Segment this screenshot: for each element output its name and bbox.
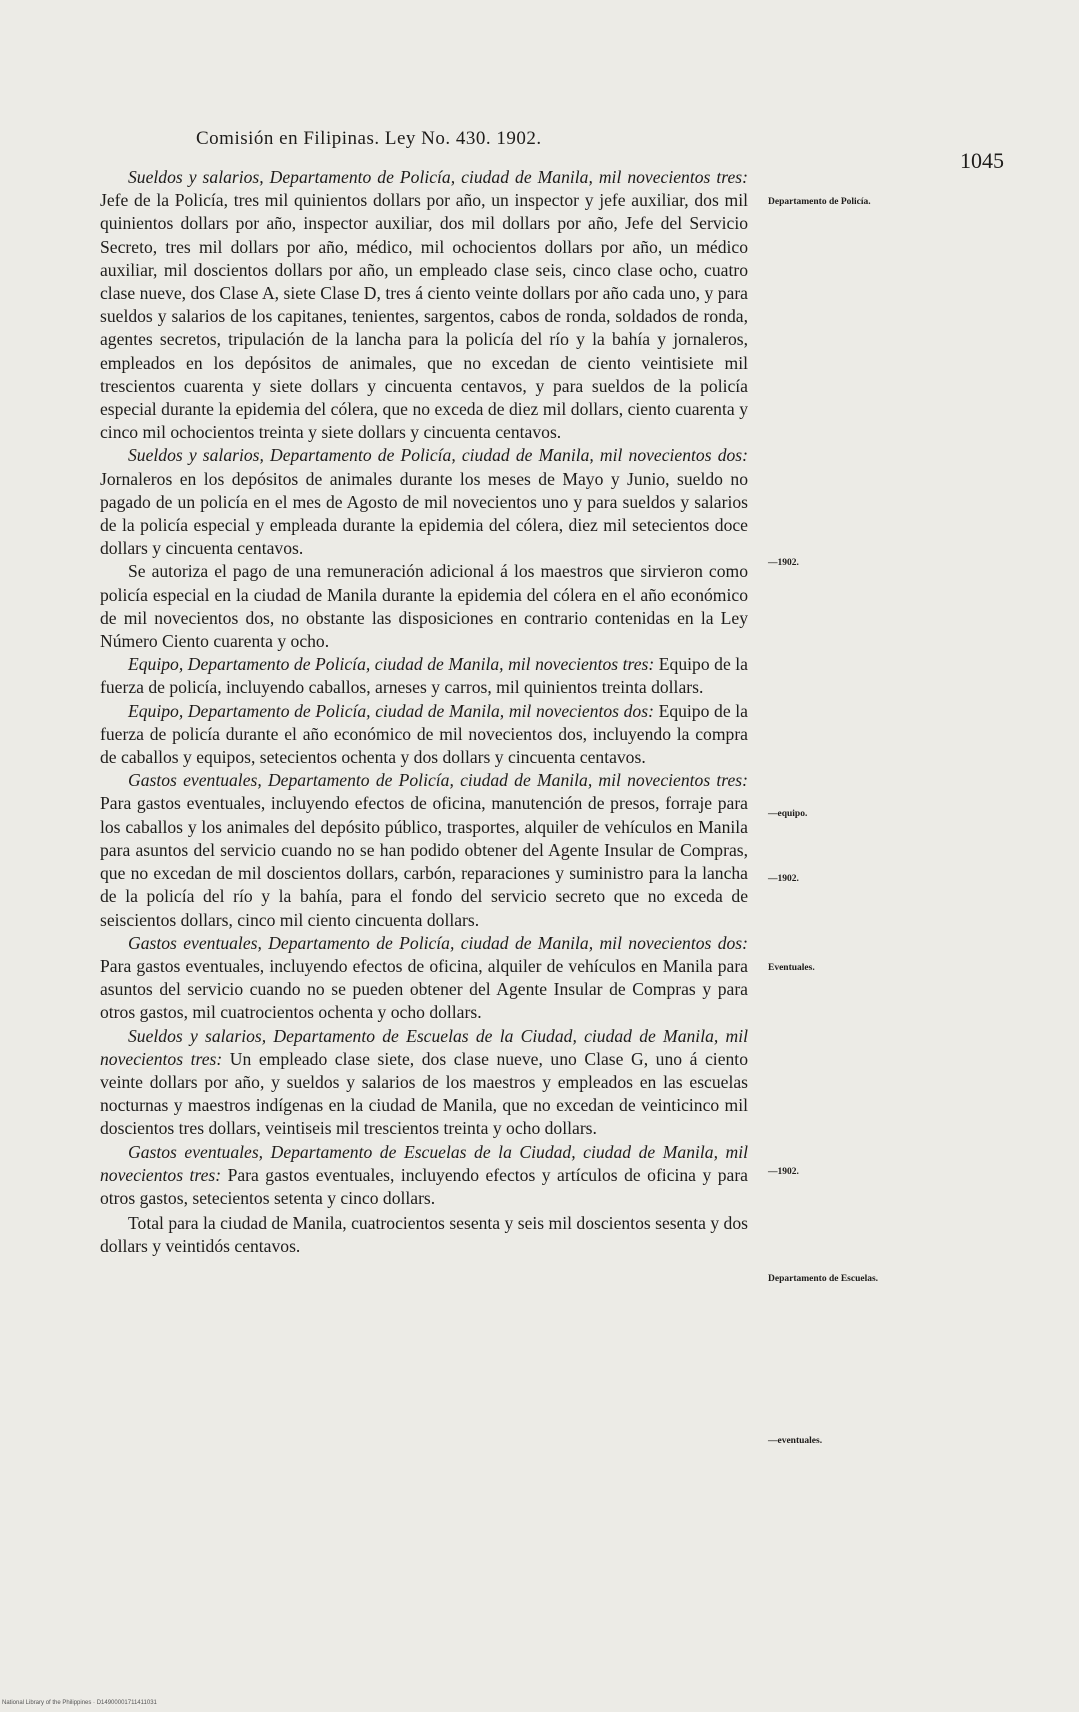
paragraph-heading: Sueldos y salarios, Departamento de Policía, ciudad de Manila, mil novecientos tres:	[128, 167, 748, 187]
paragraph-heading: Equipo, Departamento de Policía, ciudad de Manila, mil novecientos dos:	[128, 700, 654, 721]
running-header: Comisión en Filipinas. Ley No. 430. 1902.	[196, 128, 542, 149]
paragraph-text: Para gastos eventuales, incluyendo efectos de oficina, manutención de presos, forraje para los caballos y los animales del depósito público, trasportes, alquiler de vehículos en Manila para asuntos del servicio cuando no se han podido obtener del Agente Insular de Compras, que no excedan de mil doscientos dollars, carbón, reparaciones y suministro para la lancha de la policía del río y la bahía, para el fondo del servicio secreto que no exceda de seiscientos dollars, cinco mil ciento cincuenta dollars.	[100, 793, 748, 930]
paragraph-text: Total para la ciudad de Manila, cuatrocientos sesenta y seis mil doscientos sesenta y dos dollars y veintidós centavos.	[100, 1213, 748, 1257]
margin-note: Departamento de Escuelas.	[768, 1274, 879, 1284]
margin-note: —equipo.	[768, 809, 808, 819]
margin-note: Departamento de Policía.	[768, 197, 871, 207]
margin-note: —1902.	[768, 1167, 799, 1177]
margin-note: —1902.	[768, 558, 799, 568]
paragraph-text: Jefe de la Policía, tres mil quinientos dollars por año, un inspector y jefe auxiliar, dos mil quinientos dollars por año, inspector auxiliar, dos mil dollars por año, Jefe del Servicio Secreto, tres mil dollars por año, médico, mil ochocientos dollars por año, un médico auxiliar, mil doscientos dollars por año, un empleado clase seis, cinco clase ocho, cuatro clase nueve, dos Clase A, siete Clase D, tres á ciento veinte dollars por año cada uno, y para sueldos y salarios de los capitanes, tenientes, sargentos, cabos de ronda, soldados de ronda, agentes secretos, tripulación de la lancha para la policía del río y la bahía y jornaleros, empleados en los depósitos de animales, que no excedan de ciento veintisiete mil trescientos cuarenta y siete dollars y cincuenta centavos, y para sueldos de la policía especial durante la epidemia del cólera, que no exceda de diez mil dollars, ciento cuarenta y cinco mil ochocientos treinta y siete dollars y cincuenta centavos.	[100, 190, 748, 443]
paragraph-text: Equipo de la fuerza de policía durante el año económico de mil novecientos dos, incluyendo la compra de caballos y equipos, setecientos ochenta y dos dollars y cincuenta centavos.	[100, 700, 748, 768]
paragraph	[100, 700, 748, 770]
paragraph-text: Para gastos eventuales, incluyendo efectos y artículos de oficina y para otros gastos, setecientos setenta y cinco dollars.	[100, 1164, 748, 1208]
body-text	[100, 166, 748, 1259]
paragraph-heading: Gastos eventuales, Departamento de Policía, ciudad de Manila, mil novecientos tres:	[128, 770, 748, 791]
paragraph	[100, 1141, 748, 1211]
scan-footer: National Library of the Philippines · D14900001711411031	[2, 1700, 157, 1706]
page-number: 1045	[960, 148, 1004, 173]
margin-note: —1902.	[768, 874, 799, 884]
paragraph-heading: Sueldos y salarios, Departamento de Policía, ciudad de Manila, mil novecientos dos:	[128, 445, 748, 466]
paragraph-text: Para gastos eventuales, incluyendo efectos de oficina, alquiler de vehículos en Manila para asuntos del servicio cuando no se pueden obtener del Agente Insular de Compras y para otros gastos, mil cuatrocientos ochenta y ocho dollars.	[100, 955, 748, 1023]
paragraph	[100, 769, 748, 931]
paragraph-heading: Sueldos y salarios, Departamento de Escuelas de la Ciudad, ciudad de Manila, mil novecientos tres:	[100, 1025, 748, 1069]
margin-note: —eventuales.	[768, 1436, 823, 1446]
paragraph	[100, 1025, 748, 1141]
paragraph-text: Un empleado clase siete, dos clase nueve, uno Clase G, uno á ciento veinte dollars por año, y sueldos y salarios de los maestros y empleados en las escuelas nocturnas y maestros indígenas en la ciudad de Manila, que no excedan de veinticinco mil doscientos tres dollars, veintiseis mil trescientos treinta y ocho dollars.	[100, 1048, 748, 1139]
margin-note: Eventuales.	[768, 963, 815, 973]
paragraph	[100, 1212, 748, 1258]
paragraph-text: Equipo de la fuerza de policía, incluyendo caballos, arneses y carros, mil quinientos treinta dollars.	[100, 654, 748, 698]
paragraph	[100, 166, 748, 444]
paragraph	[100, 932, 748, 1025]
paragraph-heading: Gastos eventuales, Departamento de Policía, ciudad de Manila, mil novecientos dos:	[128, 932, 748, 953]
paragraph	[100, 560, 748, 653]
paragraph-text: Se autoriza el pago de una remuneración adicional á los maestros que sirvieron como policía especial en la ciudad de Manila durante la epidemia del cólera en el año económico de mil novecientos dos, no obstante las disposiciones en contrario contenidas en la Ley Número Ciento cuarenta y ocho.	[100, 561, 748, 652]
paragraph-heading: Equipo, Departamento de Policía, ciudad de Manila, mil novecientos tres:	[128, 654, 655, 675]
paragraph	[100, 444, 748, 560]
paragraph-heading: Gastos eventuales, Departamento de Escuelas de la Ciudad, ciudad de Manila, mil novecientos tres:	[100, 1141, 748, 1185]
paragraph-text: Jornaleros en los depósitos de animales durante los meses de Mayo y Junio, sueldo no pagado de un policía en el mes de Agosto de mil novecientos uno y para sueldos y salarios de la policía especial y empleada durante la epidemia del cólera, diez mil setecientos doce dollars y cincuenta centavos.	[100, 468, 748, 559]
paragraph	[100, 653, 748, 699]
